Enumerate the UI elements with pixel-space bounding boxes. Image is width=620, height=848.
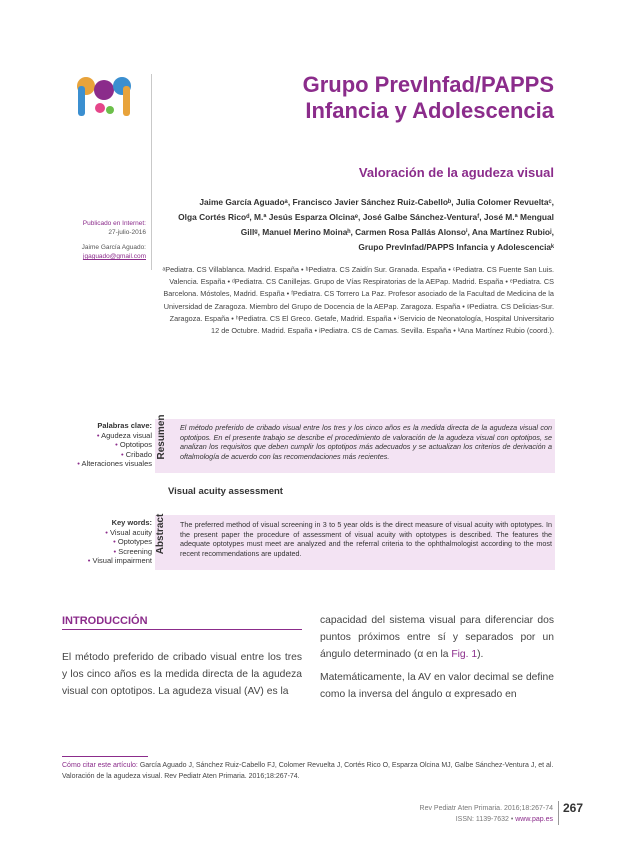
body-paragraph: capacidad del sistema visual para diferenciar dos puntos próximos entre sí y separados por un ángulo determinado (α en la Fig. 1). — [320, 615, 554, 660]
citation-divider — [62, 756, 148, 757]
keyword-item: • Visual acuity — [105, 527, 152, 537]
keyword-item: • Optotypes — [113, 537, 152, 546]
author-line: Jaime García Aguadoᵃ, Francisco Javier Sánchez Ruiz-Cabelloᵇ, Julia Colomer Revueltaᶜ, — [199, 197, 554, 207]
journal-reference: Rev Pediatr Aten Primaria. 2016;18:267-74 — [419, 805, 553, 812]
resumen-label: Resumen — [156, 414, 167, 460]
body-paragraph: Matemáticamente, la AV en valor decimal se define como la inversa del ángulo α expresado en — [320, 672, 554, 700]
footer — [395, 803, 553, 825]
abstract-text: The preferred method of visual screening in 3 to 5 year olds is the direct measure of visual acuity with optotypes. In the present paper the procedure of assessment of visual acuity with optotypes is described. The features the adequate optotypes must meet are analyzed and the referral criteria to the ophthalmologist according to the most recent recommendations are updated. — [180, 520, 552, 558]
publication-label: Publicado en Internet: — [82, 220, 146, 227]
keyword-item: • Optotipos — [115, 440, 152, 449]
body-left-paragraph: El método preferido de cribado visual entre los tres y los cinco años es la medida directa de la agudeza visual con optotipos. La agudeza visual (AV) es la — [62, 652, 302, 697]
author-line: Olga Cortés Ricoᵈ, M.ª Jesús Esparza Olcinaᵉ, José Galbe Sánchez-Venturaᶠ, José M.ª Mengual — [178, 212, 554, 222]
body-right-column — [320, 612, 554, 703]
keyword-item: • Alteraciones visuales — [77, 459, 152, 468]
group-title — [150, 72, 554, 124]
figure-link[interactable]: Fig. 1 — [451, 649, 478, 660]
keyword-item: • Visual impairment — [87, 556, 152, 565]
footer-divider — [558, 801, 559, 825]
group-title-line2: Infancia y Adolescencia — [305, 98, 554, 123]
author-list — [160, 195, 554, 255]
contact-email[interactable]: jgaguado@gmail.com — [83, 253, 146, 260]
keyword-item: • Screening — [113, 546, 152, 556]
publication-date: 27-julio-2016 — [108, 229, 146, 236]
affiliations: ᵃPediatra. CS Villablanca. Madrid. España • ᵇPediatra. CS Zaidín Sur. Granada. España • ᶜPediatra. CS Fuente San Luis. Valencia. España • ᵈPediatra. CS Canillejas. Grupo de Vías Respiratorias de la AEPap. Madrid. España • ᵉPediatra. CS Barcelona. Móstoles, Madrid. España • ᶠPediatra. CS Torrero La Paz. Profesor asociado de la Facultad de Medicina de la Universidad de Zaragoza. Miembro del Grupo de Docencia de la AEPap. Zaragoza. España • ᵍPediatra. CS Delicias-Sur. Zaragoza. España • ʰPediatra. CS El Greco. Getafe, Madrid. España • ⁱServicio de Neonatología, Hospital Universitario 12 de Octubre. Madrid. España • ʲPediatra. CS de Camas. Sevilla. España • ᵏAna Martínez Rubio (coord.). — [162, 265, 554, 336]
intro-underline — [62, 629, 302, 630]
pap-logo — [74, 72, 134, 122]
resumen-text: El método preferido de cribado visual entre los tres y los cinco años es la medida directa de la agudeza visual con optotipos. En el presente trabajo se describe el procedimiento de valoración de la agudeza visual con optotipos, se analizan los requisitos que deben cumplir los optotipos más adecuados y se actualizan los criterios de derivación a oftalmología de acuerdo con las recomendaciones más recientes. — [180, 423, 552, 461]
publication-info — [60, 219, 146, 261]
english-keywords — [60, 518, 152, 566]
group-title-line1: Grupo PrevInfad/PAPPS — [302, 72, 554, 97]
author-line: Gillᵍ, Manuel Merino Moinaʰ, Carmen Rosa Pallás Alonsoⁱ, Ana Martínez Rubioʲ, — [240, 227, 554, 237]
keywords-label: Palabras clave: — [97, 421, 152, 430]
citation-label: Cómo citar este artículo: — [62, 762, 138, 769]
keyword-item: • Cribado — [121, 449, 152, 459]
citation — [62, 760, 556, 782]
issn: ISSN: 1139-7632 • — [455, 816, 514, 823]
intro-heading: INTRODUCCIÓN — [62, 615, 148, 627]
spanish-keywords — [60, 421, 152, 469]
author-line: Grupo PrevInfad/PAPPS Infancia y Adolescenciaᵏ — [358, 242, 554, 252]
keywords-label: Key words: — [111, 518, 152, 527]
website-link[interactable]: www.pap.es — [515, 816, 553, 823]
contact-name: Jaime García Aguado: — [81, 244, 146, 251]
abstract-label: Abstract — [155, 513, 166, 555]
article-title: Valoración de la agudeza visual — [358, 165, 554, 180]
page-number: 267 — [563, 801, 584, 815]
english-title: Visual acuity assessment — [168, 486, 283, 497]
keyword-item: • Agudeza visual — [96, 430, 152, 440]
citation-text: García Aguado J, Sánchez Ruiz-Cabello FJ, Colomer Revuelta J, Cortés Rico O, Esparza Olcina MJ, Galbe Sánchez-Ventura J, et al. Valoración de la agudeza visual. Rev Pediatr Aten Primaria. 2016;18:267-74. — [62, 762, 554, 780]
